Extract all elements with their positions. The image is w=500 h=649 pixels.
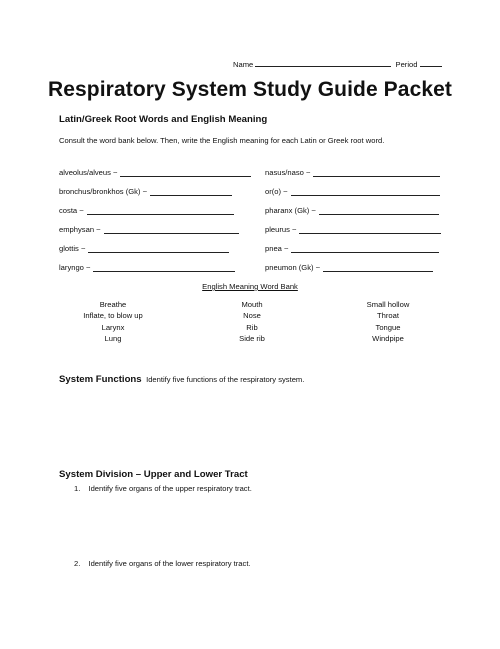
root-label: alveolus/alveus ~ [59,168,118,177]
word-bank-column [348,299,428,345]
answer-blank[interactable] [291,187,440,196]
root-row [265,263,433,272]
root-row [265,187,440,196]
root-row [59,187,232,196]
root-row [265,206,439,215]
section-heading-roots: Latin/Greek Root Words and English Meaning [59,114,268,125]
root-label: bronchus/bronkhos (Gk) ~ [59,187,148,196]
name-blank[interactable] [255,58,391,67]
word-bank-column [212,299,292,345]
name-field[interactable] [233,58,442,69]
root-label: nasus/naso ~ [265,168,311,177]
word-bank-item: Small hollow [366,300,410,309]
root-label: pneumon (Gk) ~ [265,263,321,272]
question-number: 2. [74,559,81,568]
word-bank-item: Tongue [375,322,401,332]
functions-instruction: Identify five functions of the respiratory system. [146,375,305,384]
word-bank-item: Rib [246,322,258,332]
word-bank-item: Side rib [239,334,265,344]
word-bank-item: Inflate, to blow up [83,311,143,321]
answer-blank[interactable] [88,244,229,253]
answer-blank[interactable] [291,244,439,253]
section-heading-division: System Division – Upper and Lower Tract [59,469,248,480]
answer-blank[interactable] [104,225,239,234]
period-label: Period [395,60,418,69]
answer-blank[interactable] [87,206,234,215]
word-bank-item: Nose [243,311,261,321]
answer-blank[interactable] [313,168,440,177]
root-label: pnea ~ [265,244,289,253]
question-text: Identify five organs of the upper respiratory tract. [88,484,252,493]
root-label: glottis ~ [59,244,86,253]
question-text: Identify five organs of the lower respiratory tract. [88,559,251,568]
root-row [59,244,229,253]
word-bank-item: Larynx [101,322,125,332]
root-row [59,168,251,177]
word-bank-item: Mouth [241,300,263,309]
word-bank-item: Throat [377,311,399,321]
question-item [74,484,252,493]
question-number: 1. [74,484,81,493]
word-bank-column [63,299,163,345]
root-row [265,225,441,234]
section-heading-functions: System Functions [59,374,142,385]
root-label: emphysan ~ [59,225,101,234]
root-row [59,206,234,215]
root-label: pharanx (Gk) ~ [265,206,316,215]
root-row [59,225,239,234]
root-label: costa ~ [59,206,84,215]
word-bank-heading: English Meaning Word Bank [202,282,298,291]
period-blank[interactable] [420,58,442,67]
answer-blank[interactable] [93,263,235,272]
root-label: laryngo ~ [59,263,91,272]
answer-blank[interactable] [319,206,439,215]
name-label: Name [233,60,254,69]
root-row [265,244,439,253]
section-instructions: Consult the word bank below. Then, write the English meaning for each Latin or Greek root word. [59,136,385,145]
answer-blank[interactable] [150,187,232,196]
answer-blank[interactable] [120,168,251,177]
root-row [265,168,440,177]
word-bank-item: Breathe [99,300,127,309]
root-row [59,263,235,272]
word-bank-item: Windpipe [372,334,404,344]
answer-blank[interactable] [299,225,441,234]
word-bank-item: Lung [104,334,122,344]
page-title: Respiratory System Study Guide Packet [47,78,452,101]
root-label: or(o) ~ [265,187,288,196]
root-label: pleurus ~ [265,225,297,234]
answer-blank[interactable] [323,263,433,272]
system-functions-section [59,369,304,387]
question-item [74,559,251,568]
